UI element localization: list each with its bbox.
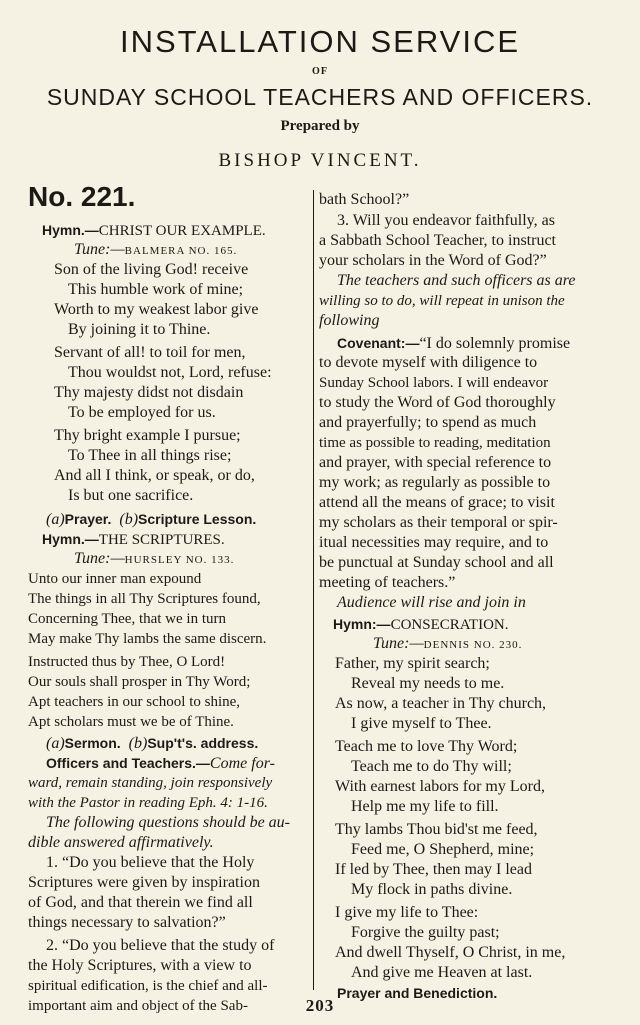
column-divider xyxy=(313,190,314,990)
question-line: your scholars in the Word of God?” xyxy=(319,252,547,269)
question-line: 3. Will you endeavor faithfully, as xyxy=(337,212,555,229)
hymn-title: THE SCRIPTURES. xyxy=(98,532,225,548)
question-line: Scriptures were given by inspiration xyxy=(28,874,260,891)
covenant-text: to study the Word of God thoroughly xyxy=(319,394,556,411)
question-line: spiritual edification, is the chief and all- xyxy=(28,978,268,994)
verse-line: If led by Thee, then may I lead xyxy=(335,861,532,878)
question-line: 1. “Do you believe that the Holy xyxy=(46,854,255,871)
covenant-label: Covenant:— xyxy=(337,335,420,351)
verse-line: I give my life to Thee: xyxy=(335,904,479,921)
tune-label: Tune:— xyxy=(373,635,424,652)
verse-line: Is but one sacrifice. xyxy=(68,487,194,504)
tune-name: DENNIS NO. 230. xyxy=(423,639,523,651)
item-marker: (b) xyxy=(128,735,148,752)
verse-line: Feed me, O Shepherd, mine; xyxy=(351,841,535,858)
hymn-2-heading xyxy=(42,529,225,550)
supt-address-label: Sup't's. address. xyxy=(147,735,259,751)
section-number: No. 221. xyxy=(28,181,136,212)
verse-line: Help me my life to fill. xyxy=(351,798,499,815)
verse-line: Unto our inner man expound xyxy=(28,571,202,587)
sermon-label: Sermon. xyxy=(64,735,121,751)
scripture-label: Scripture Lesson. xyxy=(138,511,257,527)
covenant-text: my work; as regularly as possible to xyxy=(319,474,551,491)
verse-line: Thou wouldst not, Lord, refuse: xyxy=(68,364,272,381)
verse-line: Forgive the guilty past; xyxy=(351,924,500,941)
question-line: important aim and object of the Sab- xyxy=(28,998,248,1014)
verse-line: Teach me to love Thy Word; xyxy=(335,738,518,755)
verse-line: And all I think, or speak, or do, xyxy=(54,467,255,484)
verse-line: As now, a teacher in Thy church, xyxy=(335,695,547,712)
covenant-text: to devote myself with diligence to xyxy=(319,354,538,371)
verse-line: Reveal my needs to me. xyxy=(351,675,505,692)
hymn-title: CONSECRATION. xyxy=(390,617,509,633)
verse-line: Servant of all! to toil for men, xyxy=(54,344,246,361)
covenant-text: and prayerfully; to spend as much xyxy=(319,414,537,431)
hymn-1-tune xyxy=(74,240,237,261)
officers-line xyxy=(46,753,275,774)
sermon-line xyxy=(46,733,258,754)
hymn-1-heading xyxy=(42,220,308,241)
closing-line: Prayer and Benediction. xyxy=(337,985,498,1001)
verse-line: Our souls shall prosper in Thy Word; xyxy=(28,674,251,690)
instruction-line: willing so to do, will repeat in unison the xyxy=(319,293,565,309)
question-line: 2. “Do you believe that the study of xyxy=(46,937,275,954)
covenant-text: time as possible to reading, meditation xyxy=(319,435,551,451)
verse-line: Concerning Thee, that we in turn xyxy=(28,611,227,627)
covenant-text: attend all the means of grace; to visit xyxy=(319,494,555,511)
covenant-line xyxy=(337,333,570,354)
verse-line: May make Thy lambs the same discern. xyxy=(28,631,267,647)
verse-line: Apt scholars must we be of Thine. xyxy=(28,714,234,730)
page-title: INSTALLATION SERVICE xyxy=(119,24,521,59)
tune-name: HURSLEY NO. 133. xyxy=(124,554,235,566)
verse-line: Thy lambs Thou bid'st me feed, xyxy=(335,821,538,838)
tune-name: BALMERA NO. 165. xyxy=(124,245,238,257)
prepared-by: Prepared by xyxy=(280,118,360,134)
hymn-label: Hymn.— xyxy=(42,531,99,547)
verse-line: Worth to my weakest labor give xyxy=(54,301,259,318)
question-line: the Holy Scriptures, with a view to xyxy=(28,957,252,974)
covenant-text: meeting of teachers.” xyxy=(319,574,456,591)
covenant-text: “I do solemnly promise xyxy=(419,335,571,352)
question-line: things necessary to salvation?” xyxy=(28,914,226,931)
verse-line: And give me Heaven at last. xyxy=(351,964,533,981)
hymn-2-tune xyxy=(74,549,234,570)
verse-line: Apt teachers in our school to shine, xyxy=(28,694,241,710)
verse-line: And dwell Thyself, O Christ, in me, xyxy=(335,944,566,961)
verse-line: Father, my spirit search; xyxy=(335,655,490,672)
hymn-label: Hymn:— xyxy=(333,616,391,632)
tune-label: Tune:— xyxy=(74,241,125,258)
officers-instruction: Come for- xyxy=(209,755,275,772)
officers-instruction: with the Pastor in reading Eph. 4: 1-16. xyxy=(28,795,268,811)
verse-line: With earnest labors for my Lord, xyxy=(335,778,545,795)
instruction-line: The teachers and such officers as are xyxy=(337,272,576,289)
verse-line: I give myself to Thee. xyxy=(351,715,492,732)
covenant-text: itual necessities may require, and to xyxy=(319,534,549,551)
verse-line: To Thee in all things rise; xyxy=(68,447,232,464)
audience-instruction: Audience will rise and join in xyxy=(337,594,526,611)
author: BISHOP VINCENT. xyxy=(218,150,422,171)
verse-line: The things in all Thy Scriptures found, xyxy=(28,591,261,607)
item-marker: (a) xyxy=(46,735,65,752)
verse-line: Thy majesty didst not disdain xyxy=(54,384,244,401)
question-line: of God, and that therein we find all xyxy=(28,894,253,911)
covenant-text: my scholars as their temporal or spir- xyxy=(319,514,558,531)
question-line: bath School?” xyxy=(319,191,410,208)
verse-line: By joining it to Thine. xyxy=(68,321,211,338)
question-line: a Sabbath School Teacher, to instruct xyxy=(319,232,556,249)
title-connector: OF xyxy=(312,66,328,77)
instruction-line: following xyxy=(319,312,380,329)
verse-line: This humble work of mine; xyxy=(68,281,244,298)
verse-line: To be employed for us. xyxy=(68,404,216,421)
instruction-line: dible answered affirmatively. xyxy=(28,834,214,851)
prayer-label: Prayer. xyxy=(64,511,112,527)
covenant-text: Sunday School labors. I will endeavor xyxy=(319,375,549,391)
verse-line: Son of the living God! receive xyxy=(54,261,249,278)
verse-line: Instructed thus by Thee, O Lord! xyxy=(28,654,226,670)
page-subtitle: SUNDAY SCHOOL TEACHERS AND OFFICERS. xyxy=(46,84,594,110)
officers-label: Officers and Teachers.— xyxy=(46,755,210,771)
covenant-text: be punctual at Sunday school and all xyxy=(319,554,554,571)
covenant-text: and prayer, with special reference to xyxy=(319,454,552,471)
instruction-line: The following questions should be au- xyxy=(46,814,290,831)
hymn-title: CHRIST OUR EXAMPLE. xyxy=(98,223,266,239)
verse-line: Teach me to do Thy will; xyxy=(351,758,512,775)
page-number: 203 xyxy=(305,996,335,1015)
item-marker: (a) xyxy=(46,511,65,528)
prayer-line xyxy=(46,509,256,530)
tune-label: Tune:— xyxy=(74,550,125,567)
hymn-label: Hymn.— xyxy=(42,222,99,238)
officers-instruction: ward, remain standing, join responsively xyxy=(28,775,273,791)
verse-line: Thy bright example I pursue; xyxy=(54,427,241,444)
hymn-3-heading xyxy=(333,614,509,635)
verse-line: My flock in paths divine. xyxy=(351,881,513,898)
hymn-3-tune xyxy=(373,634,522,655)
item-marker: (b) xyxy=(119,511,139,528)
